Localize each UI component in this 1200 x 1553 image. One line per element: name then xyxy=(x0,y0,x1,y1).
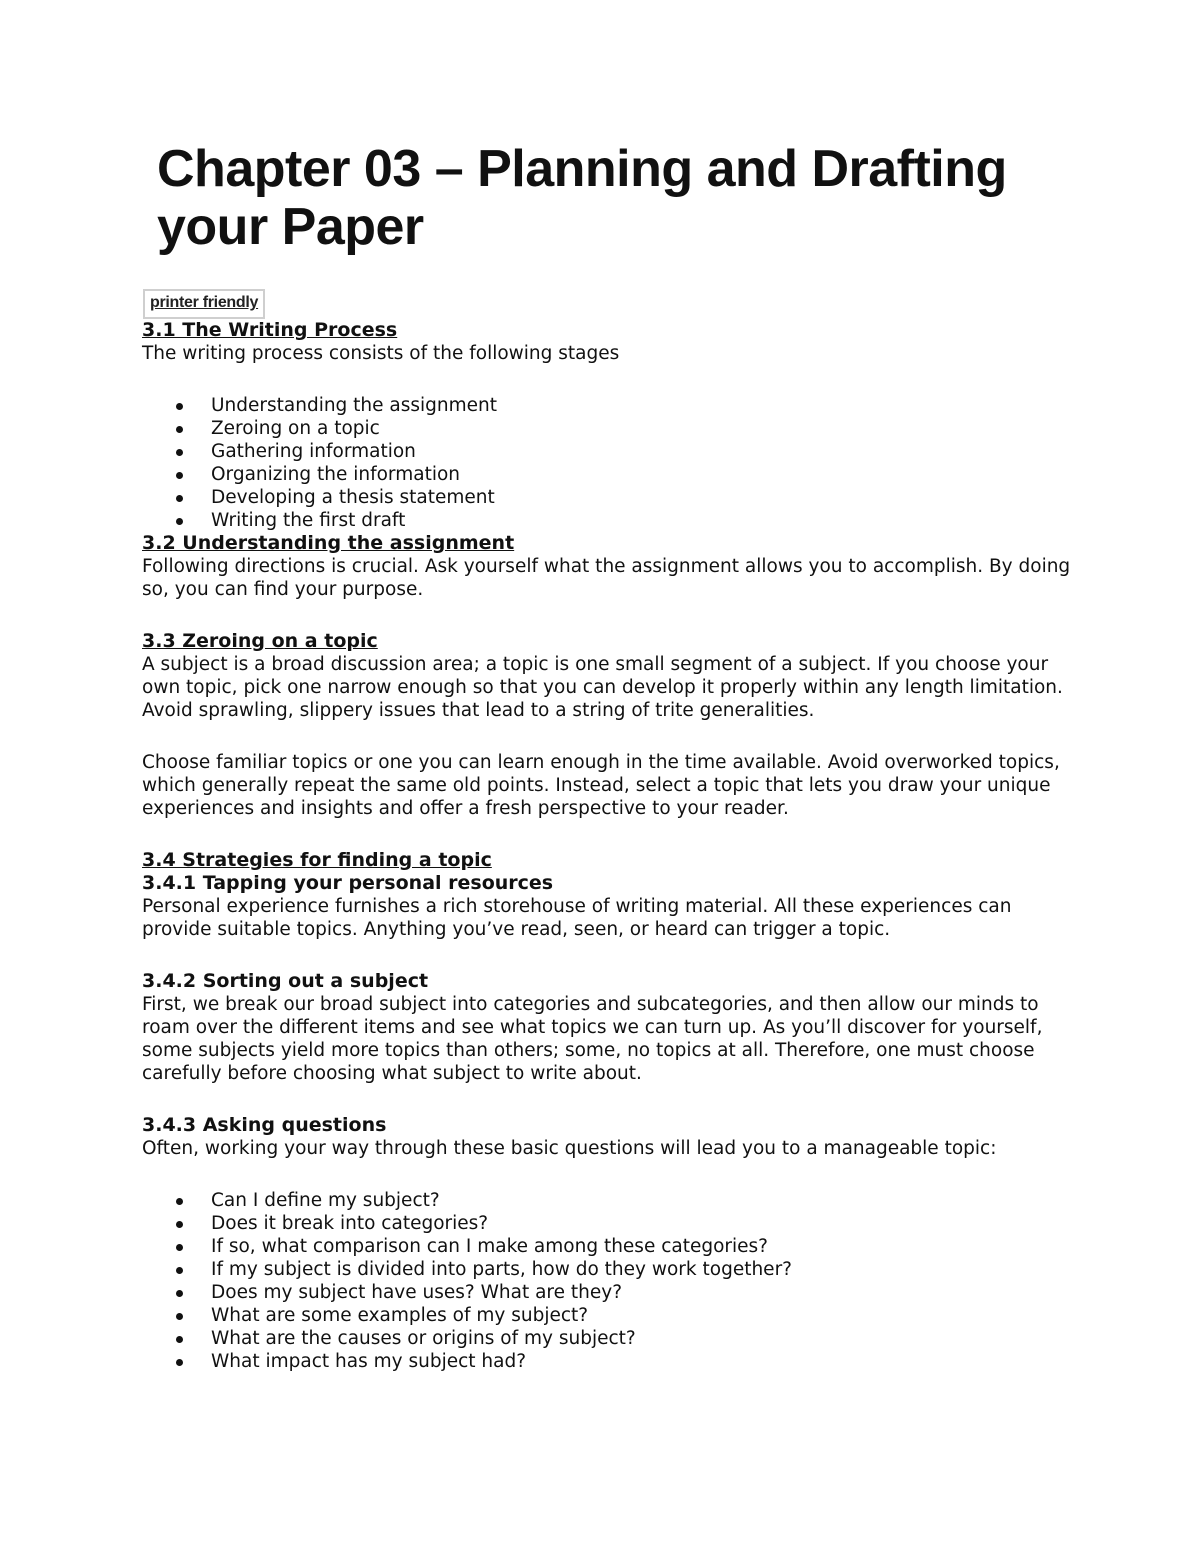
section-3-4-3-heading: 3.4.3 Asking questions xyxy=(142,1114,387,1136)
list-item: Gathering information xyxy=(142,440,1072,463)
list-item: Developing a thesis statement xyxy=(142,486,1072,509)
section-3-3-heading: 3.3 Zeroing on a topic xyxy=(142,630,378,652)
chapter-title: Chapter 03 – Planning and Drafting your Paper xyxy=(157,140,1007,256)
list-item: Does my subject have uses? What are they? xyxy=(142,1281,1072,1304)
writing-stages-list xyxy=(142,394,1072,532)
section-3-4-1-heading: 3.4.1 Tapping your personal resources xyxy=(142,872,554,894)
list-item: Understanding the assignment xyxy=(142,394,1072,417)
printer-friendly-link[interactable]: printer friendly xyxy=(143,289,265,319)
list-item: What are some examples of my subject? xyxy=(142,1304,1072,1327)
list-item: Writing the first draft xyxy=(142,509,1072,532)
list-item: If so, what comparison can I make among these categories? xyxy=(142,1235,1072,1258)
list-item: Zeroing on a topic xyxy=(142,417,1072,440)
section-3-2-heading: 3.2 Understanding the assignment xyxy=(142,532,515,554)
section-3-4-1-text: Personal experience furnishes a rich storehouse of writing material. All these experiences can provide suitable topics. Anything you’ve read, seen, or heard can trigger a topic. xyxy=(142,896,1012,940)
section-3-2-text: Following directions is crucial. Ask yourself what the assignment allows you to accomplish. By doing so, you can find your purpose. xyxy=(142,556,1071,600)
section-3-4-2-text: First, we break our broad subject into categories and subcategories, and then allow our minds to roam over the different items and see what topics we can turn up. As you’ll discover for yourself, some subjects yield more topics than others; some, no topics at all. Therefore, one must choose carefully before choosing what subject to write about. xyxy=(142,994,1043,1084)
section-3-4-heading: 3.4 Strategies for finding a topic xyxy=(142,849,492,871)
section-3-1-heading: 3.1 The Writing Process xyxy=(142,319,398,341)
list-item: If my subject is divided into parts, how do they work together? xyxy=(142,1258,1072,1281)
section-3-3-para-1: A subject is a broad discussion area; a topic is one small segment of a subject. If you choose your own topic, pick one narrow enough so that you can develop it properly within any length limitation. Avoid sprawling, slippery issues that lead to a string of trite generalities. xyxy=(142,654,1063,721)
questions-list xyxy=(142,1189,1072,1373)
section-3-3-para-2: Choose familiar topics or one you can learn enough in the time available. Avoid overworked topics, which generally repeat the same old points. Instead, select a topic that lets you draw your unique experiences and insights and offer a fresh perspective to your reader. xyxy=(142,752,1060,819)
list-item: Organizing the information xyxy=(142,463,1072,486)
section-3-4-3-intro: Often, working your way through these basic questions will lead you to a manageable topic: xyxy=(142,1138,997,1159)
document-page xyxy=(142,140,1072,1373)
list-item: What are the causes or origins of my subject? xyxy=(142,1327,1072,1350)
section-3-4-2-heading: 3.4.2 Sorting out a subject xyxy=(142,970,429,992)
list-item: Does it break into categories? xyxy=(142,1212,1072,1235)
list-item: What impact has my subject had? xyxy=(142,1350,1072,1373)
section-3-1-intro: The writing process consists of the following stages xyxy=(142,343,620,364)
list-item: Can I define my subject? xyxy=(142,1189,1072,1212)
